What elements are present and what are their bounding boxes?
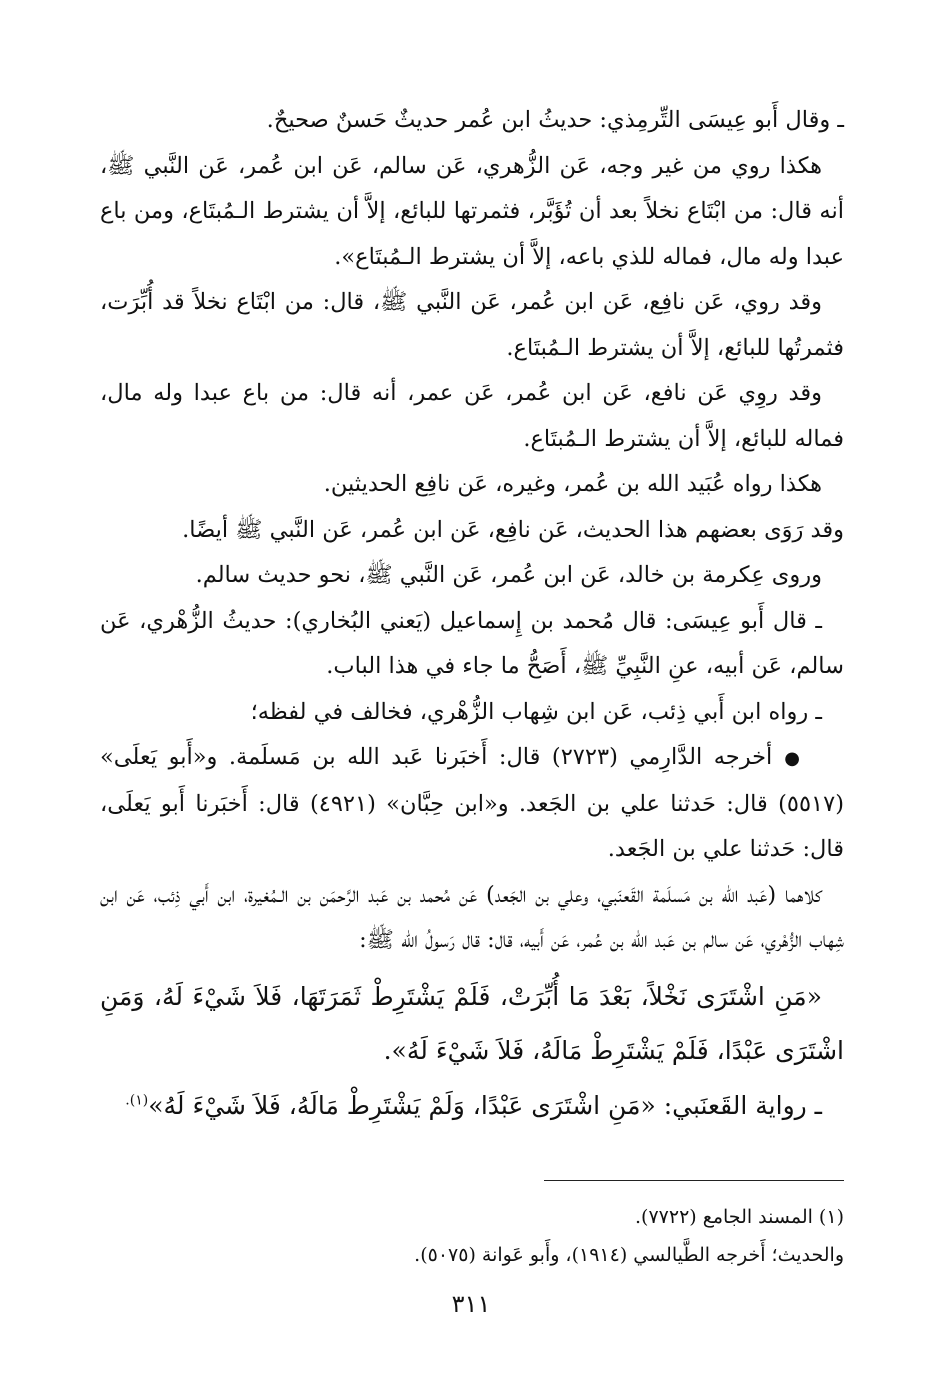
- paragraph-nafi-umar-chain: وقد روِي عَن نافع، عَن ابن عُمر، عَن عمر، أنه قال: من باع عبدا وله مال، فماله للبائع، إلاَّ أن يشترط الـمُبتَاع.: [100, 380, 844, 452]
- page-number: ٣١١: [451, 1290, 491, 1318]
- footnotes: [100, 1198, 844, 1274]
- hadith-text: «مَنِ اشْتَرَى نَخْلاً، بَعْدَ مَا أُبِّرَتْ، فَلَمْ يَشْتَرِطْ ثَمَرَتَهَا، فَلاَ شَيْءَ لَهُ، وَمَنِ اشْتَرَى عَبْدًا، فَلَمْ يَشْتَرِطْ مَالَهُ، فَلاَ شَيْءَ لَهُ».: [100, 981, 844, 1065]
- paragraph-some-narrated: وقد رَوَى بعضهم هذا الحديث، عَن نافِع، عَن ابن عُمر، عَن النَّبي ﷺ أيضًا.: [182, 516, 844, 543]
- paragraph-ibn-abi-dhib: ـ رواه ابن أَبي ذِئب، عَن ابن شِهاب الزُّهْري، فخالف في لفظه؛: [250, 698, 822, 725]
- paragraph-salim-chain: هكذا روي من غير وجه، عَن الزُّهري، عَن سالم، عَن ابن عُمر، عَن النَّبي ﷺ، أنه قال: من ابْتَاع نخلاً بعد أن تُؤَبَّر، فثمرتها للبائع، إلاَّ أن يشترط الـمُبتَاع، ومن باع عبدا وله مال، فماله للذي باعه، إلاَّ أن يشترط الـمُبتَاع».: [100, 152, 844, 270]
- main-text: [100, 98, 844, 1134]
- paragraph-qanabi-narration: [100, 1078, 844, 1134]
- paragraph-bukhari-opinion: ـ قال أَبو عِيسَى: قال مُحمد بن إِسماعيل (يَعني البُخاري): حديثُ الزُّهْري، عَن سالم، عَن أبيه، عنِ النَّبِيِّ ﷺ، أَصَحُّ ما جاء في هذا الباب.: [100, 607, 844, 679]
- takhrij-text: أخرجه الدَّارِمي (٢٧٢٣) قال: أَخبَرنا عَبد الله بن مَسلَمة. و«أَبو يَعلَى» (٥٥١٧) قال: حَدثنا علي بن الجَعد. و«ابن حِبَّان» (٤٩٢١) قال: أَخبَرنا أَبو يَعلَى، قال: حَدثنا علي بن الجَعد.: [100, 744, 844, 862]
- footnote-marker: (١).: [125, 1092, 149, 1109]
- paragraph-ikrimah: وروى عِكرمة بن خالد، عَن ابن عُمر، عَن النَّبي ﷺ، نحو حديث سالم.: [195, 562, 822, 588]
- footnote-1: (١) المسند الجامع (٧٧٢٢).: [635, 1206, 844, 1228]
- paragraph-takhrij: [100, 735, 844, 873]
- footnote-2: والحديث؛ أَخرجه الطَّيالسي (١٩١٤)، وأَبو عَوانة (٥٠٧٥).: [414, 1244, 844, 1266]
- qanabi-text: ـ رواية القَعنَبي: «مَنِ اشْتَرَى عَبْدًا، وَلَمْ يَشْتَرِطْ مَالَهُ، فَلاَ شَيْءَ لَهُ»: [148, 1090, 822, 1120]
- paragraph-ubaidullah: هكذا رواه عُبَيد الله بن عُمر، وغيره، عَن نافِع الحديثين.: [323, 471, 822, 497]
- paragraph-nafi-chain: وقد روي، عَن نافِع، عَن ابن عُمر، عَن النَّبي ﷺ، قال: من ابْتَاع نخلاً قد أُبِّرَت، فثمرتُها للبائع، إلاَّ أن يشترط الـمُبتَاع.: [100, 289, 844, 361]
- bullet-icon: ●: [784, 748, 801, 769]
- footnote-separator: [544, 1180, 844, 1181]
- paragraph-tirmidhi-grading: ـ وقال أَبو عِيسَى التِّرمِذي: حديثُ ابن عُمر حديثٌ حَسنٌ صحيحٌ.: [266, 107, 844, 133]
- paragraph-both-narrators: كلاهما (عَبد الله بن مَسلَمة القَعنَبي، وعلي بن الجَعد) عَن مُحمد بن عَبد الرَّحمَن بن الـمُغيرة، ابن أَبي ذِئب، عَن ابن شِهاب الزُّهْري، عَن سالم بن عَبد الله بن عُمر، عَن أَبيه، قال: قال رَسولُ الله ﷺ:: [100, 881, 844, 953]
